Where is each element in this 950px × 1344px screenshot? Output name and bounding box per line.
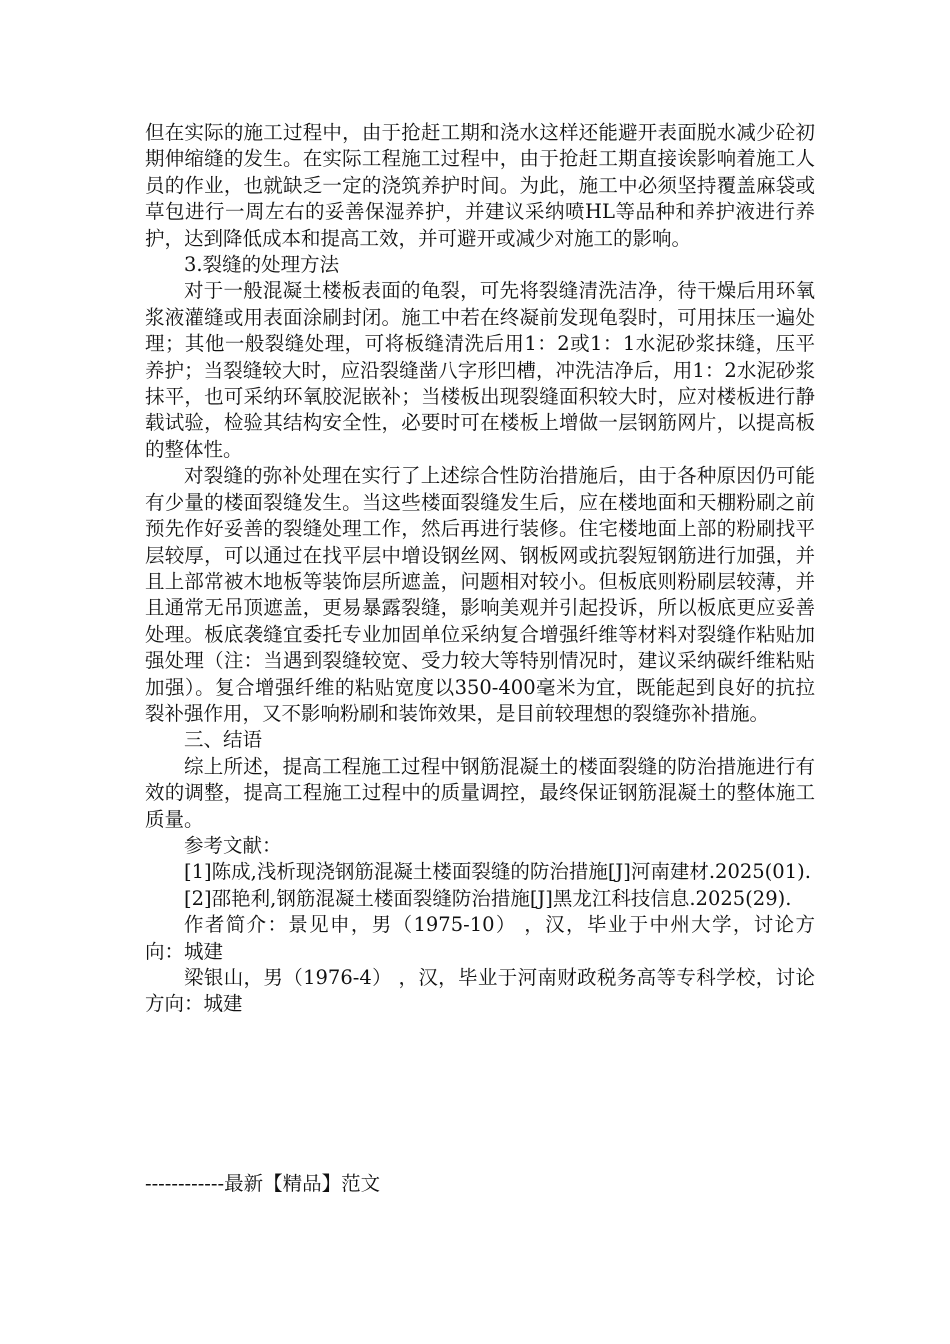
- document-body: [145, 120, 815, 1018]
- reference-item-1: [1]陈成,浅析现浇钢筋混凝土楼面裂缝的防治措施[J]河南建材.2025(01).: [184, 860, 811, 884]
- section-heading-references: 参考文献：: [184, 833, 282, 857]
- paragraph-crack-remediation: 对裂缝的弥补处理在实行了上述综合性防治措施后，由于各种原因仍可能有少量的楼面裂缝发生。当这些楼面裂缝发生后，应在楼地面和天棚粉刷之前预先作好妥善的裂缝处理工作，然后再进行装修。住宅楼地面上部的粉刷找平层较厚，可以通过在找平层中增设钢丝网、钢板网或抗裂短钢筋进行加强，并且上部常被木地板等装饰层所遮盖，问题相对较小。但板底则粉刷层较薄，并且通常无吊顶遮盖，更易暴露裂缝，影响美观并引起投诉，所以板底更应妥善处理。板底袭缝宜委托专业加固单位采纳复合增强纤维等材料对裂缝作粘贴加强处理（注：当遇到裂缝较宽、受力较大等特别情况时，建议采纳碳纤维粘贴加强）。复合增强纤维的粘贴宽度以350-400毫米为宜，既能起到良好的抗拉裂补强作用，又不影响粉刷和装饰效果，是目前较理想的裂缝弥补措施。: [145, 464, 815, 725]
- page-footer: ------------最新【精品】范文: [145, 1172, 381, 1195]
- paragraph-surface-cracks: 对于一般混凝土楼板表面的龟裂，可先将裂缝清洗洁净，待干燥后用环氧浆液灌缝或用表面涂刷封闭。施工中若在终凝前发现龟裂时，可用抹压一遍处理；其他一般裂缝处理，可将板缝清洗后用1：2或1：1水泥砂浆抹缝，压平养护；当裂缝较大时，应沿裂缝凿八字形凹槽，冲洗洁净后，用1：2水泥砂浆抹平，也可采纳环氧胶泥嵌补；当楼板出现裂缝面积较大时，应对楼板进行静载试验，检验其结构安全性，必要时可在楼板上增做一层钢筋网片，以提高板的整体性。: [145, 279, 815, 461]
- author-bio-2: 梁银山，男（1976-4） ，汉，毕业于河南财政税务高等专科学校，讨论方向：城建: [145, 966, 815, 1016]
- section-heading-crack-treatment: 3.裂缝的处理方法: [184, 253, 340, 277]
- author-bio-1: 作者简介：景见申，男（1975-10） ，汉，毕业于中州大学，讨论方向：城建: [145, 913, 815, 963]
- reference-item-2: [2]邵艳利,钢筋混凝土楼面裂缝防治措施[J]黑龙江科技信息.2025(29).: [184, 886, 792, 910]
- paragraph-conclusion: 综上所述，提高工程施工过程中钢筋混凝土的楼面裂缝的防治措施进行有效的调整，提高工程施工过程中的质量调控，最终保证钢筋混凝土的整体施工质量。: [145, 754, 815, 831]
- section-heading-conclusion: 三、结语: [184, 728, 263, 752]
- paragraph-curing: 但在实际的施工过程中，由于抢赶工期和浇水这样还能避开表面脱水减少砼初期伸缩缝的发生。在实际工程施工过程中，由于抢赶工期直接诶影响着施工人员的作业，也就缺乏一定的浇筑养护时间。为此，施工中必须坚持覆盖麻袋或草包进行一周左右的妥善保湿养护，并建议采纳喷HL等品种和养护液进行养护，达到降低成本和提高工效，并可避开或减少对施工的影响。: [145, 121, 815, 250]
